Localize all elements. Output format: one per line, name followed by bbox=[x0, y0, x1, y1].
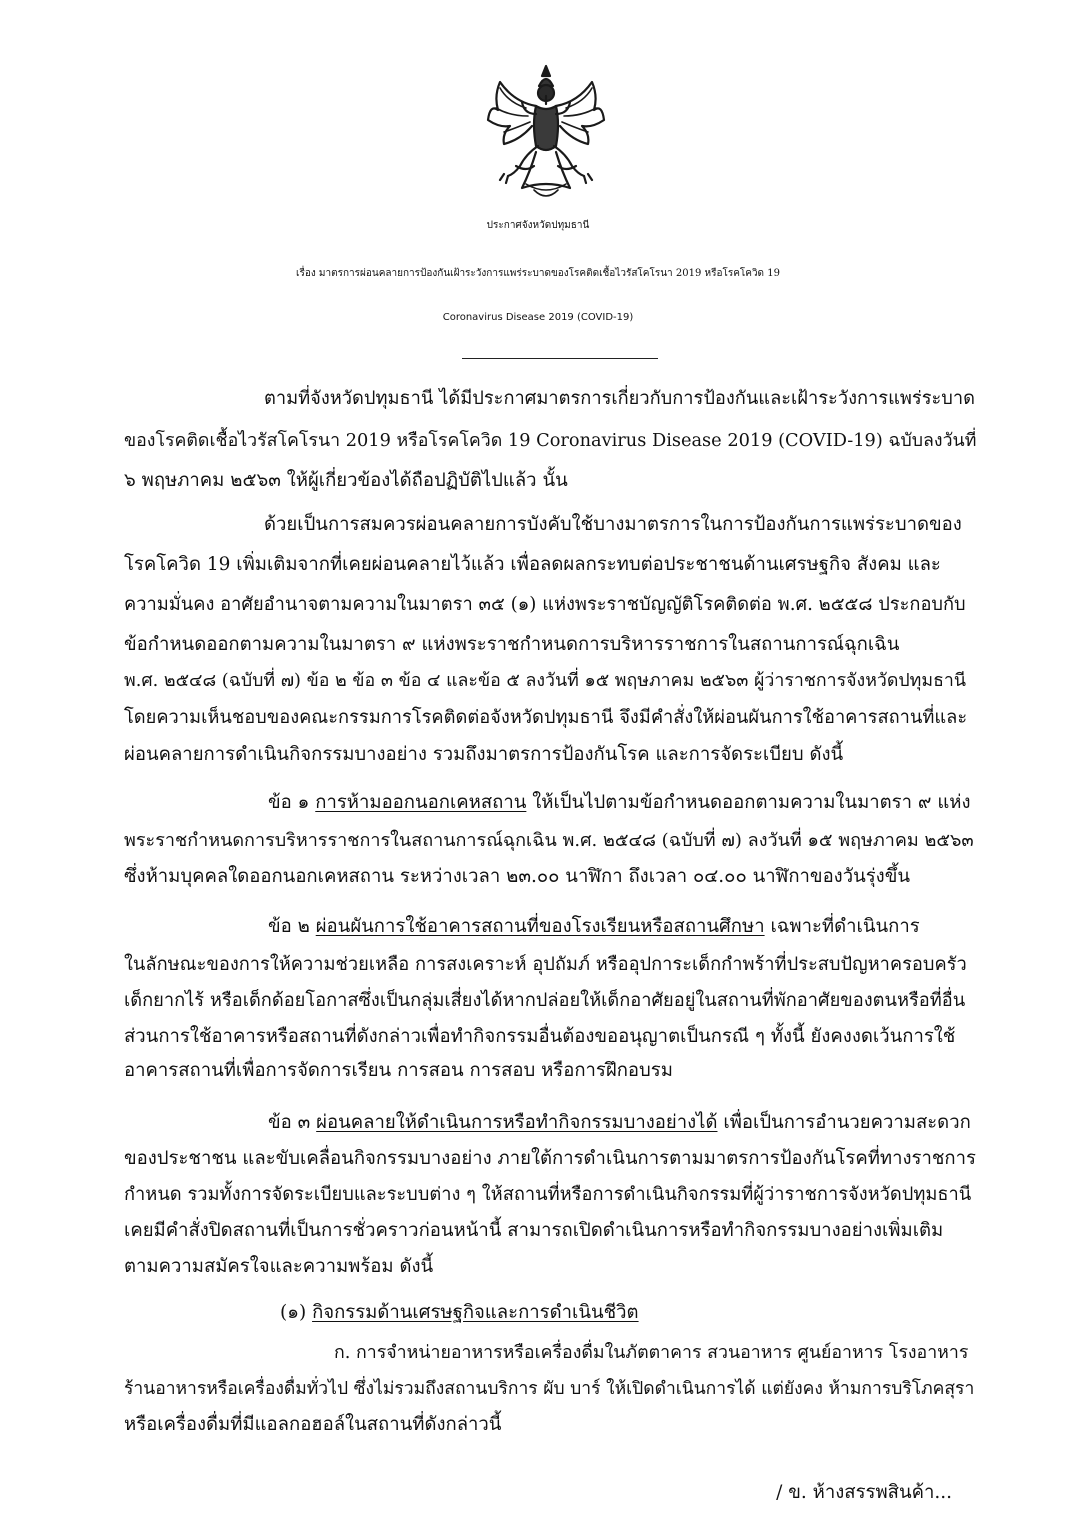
clause-1-heading: การห้ามออกนอกเคหสถาน bbox=[315, 792, 527, 813]
subsection-1-heading: กิจกรรมด้านเศรษฐกิจและการดำเนินชีวิต bbox=[312, 1302, 639, 1323]
title-divider bbox=[462, 358, 658, 359]
subsection-1a-line: ร้านอาหารหรือเครื่องดื่มทั่วไป ซึ่งไม่รวมถึงสถานบริการ ผับ บาร์ ให้เปิดดำเนินการได้ แต่ยังคง ห้ามการบริโภคสุรา bbox=[124, 1379, 975, 1399]
clause-3-number: ข้อ ๓ bbox=[268, 1112, 317, 1133]
paragraph-1-line: ๖ พฤษภาคม ๒๕๖๓ ให้ผู้เกี่ยวข้องได้ถือปฏิบัติไปแล้ว นั้น bbox=[124, 470, 568, 491]
clause-2-line: ส่วนการใช้อาคารหรือสถานที่ดังกล่าวเพื่อทำกิจกรรมอื่นต้องขออนุญาตเป็นกรณี ๆ ทั้งนี้ ยังคงงดเว้นการใช้ bbox=[124, 1026, 956, 1047]
clause-3-line: ตามความสมัครใจและความพร้อม ดังนี้ bbox=[124, 1256, 434, 1277]
paragraph-1-line: ของโรคติดเชื้อไวรัสโคโรนา 2019 หรือโรคโควิด 19 Coronavirus Disease 2019 (COVID-19) ฉบับลงวันที่ bbox=[124, 431, 977, 451]
clause-1-text: ให้เป็นไปตามข้อกำหนดออกตามความในมาตรา ๙ แห่ง bbox=[526, 792, 971, 813]
paragraph-2-line: ผ่อนคลายการดำเนินกิจกรรมบางอย่าง รวมถึงมาตรการป้องกันโรค และการจัดระเบียบ ดังนี้ bbox=[124, 744, 844, 765]
clause-1-line: ซึ่งห้ามบุคคลใดออกนอกเคหสถาน ระหว่างเวลา ๒๓.๐๐ นาฬิกา ถึงเวลา ๐๔.๐๐ นาฬิกาของวันรุ่งขึ้น bbox=[124, 866, 911, 887]
paragraph-2-line: ข้อกำหนดออกตามความในมาตรา ๙ แห่งพระราชกำหนดการบริหารราชการในสถานการณ์ฉุกเฉิน bbox=[124, 634, 900, 655]
document-subject-english: Coronavirus Disease 2019 (COVID-19) bbox=[442, 312, 634, 323]
paragraph-2-line: ความมั่นคง อาศัยอำนาจตามความในมาตรา ๓๕ (๑) แห่งพระราชบัญญัติโรคติดต่อ พ.ศ. ๒๕๕๘ ประกอบกับ bbox=[124, 594, 966, 615]
document-title: ประกาศจังหวัดปทุมธานี bbox=[486, 220, 590, 231]
paragraph-2-line: พ.ศ. ๒๕๔๘ (ฉบับที่ ๗) ข้อ ๒ ข้อ ๓ ข้อ ๔ และข้อ ๕ ลงวันที่ ๑๕ พฤษภาคม ๒๕๖๓ ผู้ว่าราชการจังหวัดปทุมธานี bbox=[124, 671, 967, 691]
clause-1-number: ข้อ ๑ bbox=[268, 792, 316, 813]
clause-2-heading: ผ่อนผันการใช้อาคารสถานที่ของโรงเรียนหรือสถานศึกษา bbox=[315, 916, 765, 937]
subsection-1-heading-line bbox=[280, 1300, 639, 1326]
clause-2-text: เฉพาะที่ดำเนินการ bbox=[764, 916, 920, 937]
subsection-1-number: (๑) bbox=[280, 1302, 313, 1323]
page-continuation: / ข. ห้างสรรพสินค้า... bbox=[776, 1482, 952, 1503]
clause-3-line: เคยมีคำสั่งปิดสถานที่เป็นการชั่วคราวก่อนหน้านี้ สามารถเปิดดำเนินการหรือทำกิจกรรมบางอย่างเพิ่มเติม bbox=[124, 1220, 944, 1241]
clause-2-line: เด็กยากไร้ หรือเด็กด้อยโอกาสซึ่งเป็นกลุ่มเสี่ยงได้หากปล่อยให้เด็กอาศัยอยู่ในสถานที่พักอาศัยของตนหรือที่อื่น bbox=[124, 990, 966, 1011]
clause-3-line: กำหนด รวมทั้งการจัดระเบียบและระบบต่าง ๆ ให้สถานที่หรือการดำเนินกิจกรรมที่ผู้ว่าราชการจังหวัดปทุมธานี bbox=[124, 1184, 972, 1205]
paragraph-2-line: โรคโควิด 19 เพิ่มเติมจากที่เคยผ่อนคลายไว้แล้ว เพื่อลดผลกระทบต่อประชาชนด้านเศรษฐกิจ สังคม และ bbox=[124, 554, 941, 575]
paragraph-2-line: ด้วยเป็นการสมควรผ่อนคลายการบังคับใช้บางมาตรการในการป้องกันการแพร่ระบาดของ bbox=[264, 514, 962, 535]
clause-3-first-line bbox=[268, 1110, 971, 1136]
clause-3-text: เพื่อเป็นการอำนวยความสะดวก bbox=[717, 1112, 971, 1133]
subsection-1a-line: หรือเครื่องดื่มที่มีแอลกอฮอล์ในสถานที่ดังกล่าวนี้ bbox=[124, 1414, 502, 1435]
paragraph-1-line: ตามที่จังหวัดปทุมธานี ได้มีประกาศมาตรการเกี่ยวกับการป้องกันและเฝ้าระวังการแพร่ระบาด bbox=[264, 388, 975, 409]
clause-3-heading: ผ่อนคลายให้ดำเนินการหรือทำกิจกรรมบางอย่างได้ bbox=[316, 1112, 718, 1133]
paragraph-2-line: โดยความเห็นชอบของคณะกรรมการโรคติดต่อจังหวัดปทุมธานี จึงมีคำสั่งให้ผ่อนผันการใช้อาคารสถานที่และ bbox=[124, 707, 968, 728]
clause-2-first-line bbox=[268, 914, 920, 940]
clause-2-line: อาคารสถานที่เพื่อการจัดการเรียน การสอน การสอบ หรือการฝึกอบรม bbox=[124, 1060, 673, 1081]
garuda-emblem-icon bbox=[486, 62, 606, 204]
subsection-1a-line: ก. การจำหน่ายอาหารหรือเครื่องดื่มในภัตตาคาร สวนอาหาร ศูนย์อาหาร โรงอาหาร bbox=[334, 1343, 969, 1363]
clause-2-line: ในลักษณะของการให้ความช่วยเหลือ การสงเคราะห์ อุปถัมภ์ หรืออุปการะเด็กกำพร้าที่ประสบปัญหาครอบครัว bbox=[124, 954, 967, 975]
clause-2-number: ข้อ ๒ bbox=[268, 916, 316, 937]
clause-1-first-line bbox=[268, 790, 970, 816]
clause-1-line: พระราชกำหนดการบริหารราชการในสถานการณ์ฉุกเฉิน พ.ศ. ๒๕๔๘ (ฉบับที่ ๗) ลงวันที่ ๑๕ พฤษภาคม ๒๕๖๓ bbox=[124, 830, 974, 851]
clause-3-line: ของประชาชน และขับเคลื่อนกิจกรรมบางอย่าง ภายใต้การดำเนินการตามมาตรการป้องกันโรคที่ทางราชการ bbox=[124, 1148, 976, 1169]
document-subject: เรื่อง มาตรการผ่อนคลายการป้องกันเฝ้าระวังการแพร่ระบาดของโรคติดเชื้อไวรัสโคโรนา 2019 หรือโรคโควิด 19 bbox=[296, 268, 780, 279]
